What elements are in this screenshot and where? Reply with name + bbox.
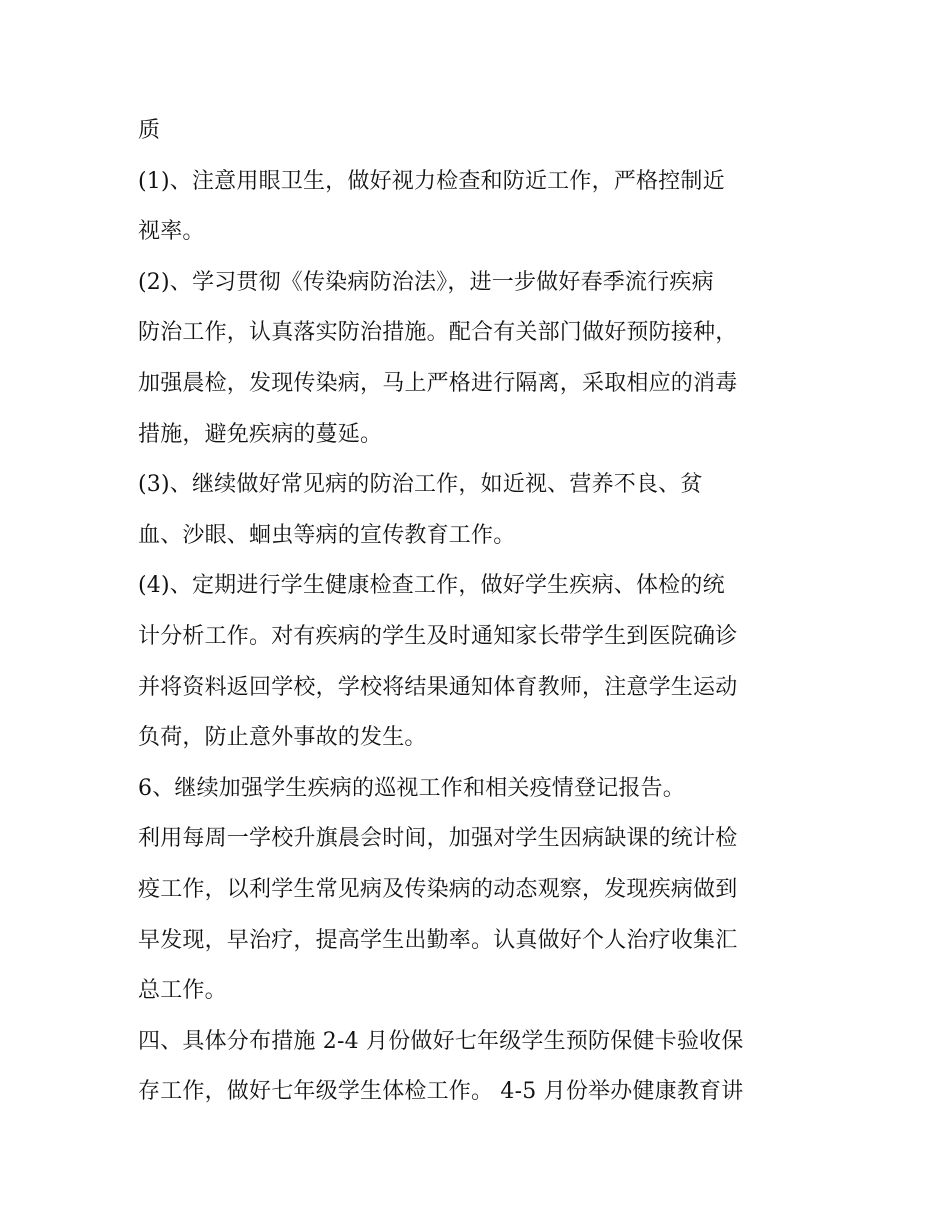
text-line: (4)、定期进行学生健康检查工作，做好学生疾病、体检的统 [138,573,725,599]
text-line: 负荷，防止意外事故的发生。 [138,725,427,751]
text-line: 计分析工作。对有疾病的学生及时通知家长带学生到医院确诊 [138,623,738,649]
text-line: 防治工作，认真落实防治措施。配合有关部门做好预防接种， [138,320,738,346]
text-line: 加强晨检，发现传染病，马上严格进行隔离，采取相应的消毒 [138,370,738,396]
text-line: 利用每周一学校升旗晨会时间，加强对学生因病缺课的统计检 [138,826,738,852]
text-line: 血、沙眼、蛔虫等病的宣传教育工作。 [138,522,516,548]
text-line: (2)、学习贯彻《传染病防治法》，进一步做好春季流行疾病 [138,269,714,295]
text-line: (1)、注意用眼卫生，做好视力检查和防近工作，严格控制近 [138,168,725,194]
text-line: 视率。 [138,219,205,245]
text-line: 疫工作，以利学生常见病及传染病的动态观察，发现疾病做到 [138,876,738,902]
text-line: 6、继续加强学生疾病的巡视工作和相关疫情登记报告。 [138,775,685,801]
text-line: (3)、继续做好常见病的防治工作，如近视、营养不良、贫 [138,472,703,498]
text-line: 措施，避免疾病的蔓延。 [138,421,383,447]
text-line: 存工作，做好七年级学生体检工作。 4-5 月份举办健康教育讲 [138,1079,744,1105]
text-line: 总工作。 [138,978,227,1004]
document-body [138,106,818,1118]
text-line: 并将资料返回学校，学校将结果通知体育教师，注意学生运动 [138,674,738,700]
text-line: 四、具体分布措施 2-4 月份做好七年级学生预防保健卡验收保 [138,1028,744,1054]
text-line: 质 [138,118,161,143]
text-line: 早发现，早治疗，提高学生出勤率。认真做好个人治疗收集汇 [138,927,738,953]
